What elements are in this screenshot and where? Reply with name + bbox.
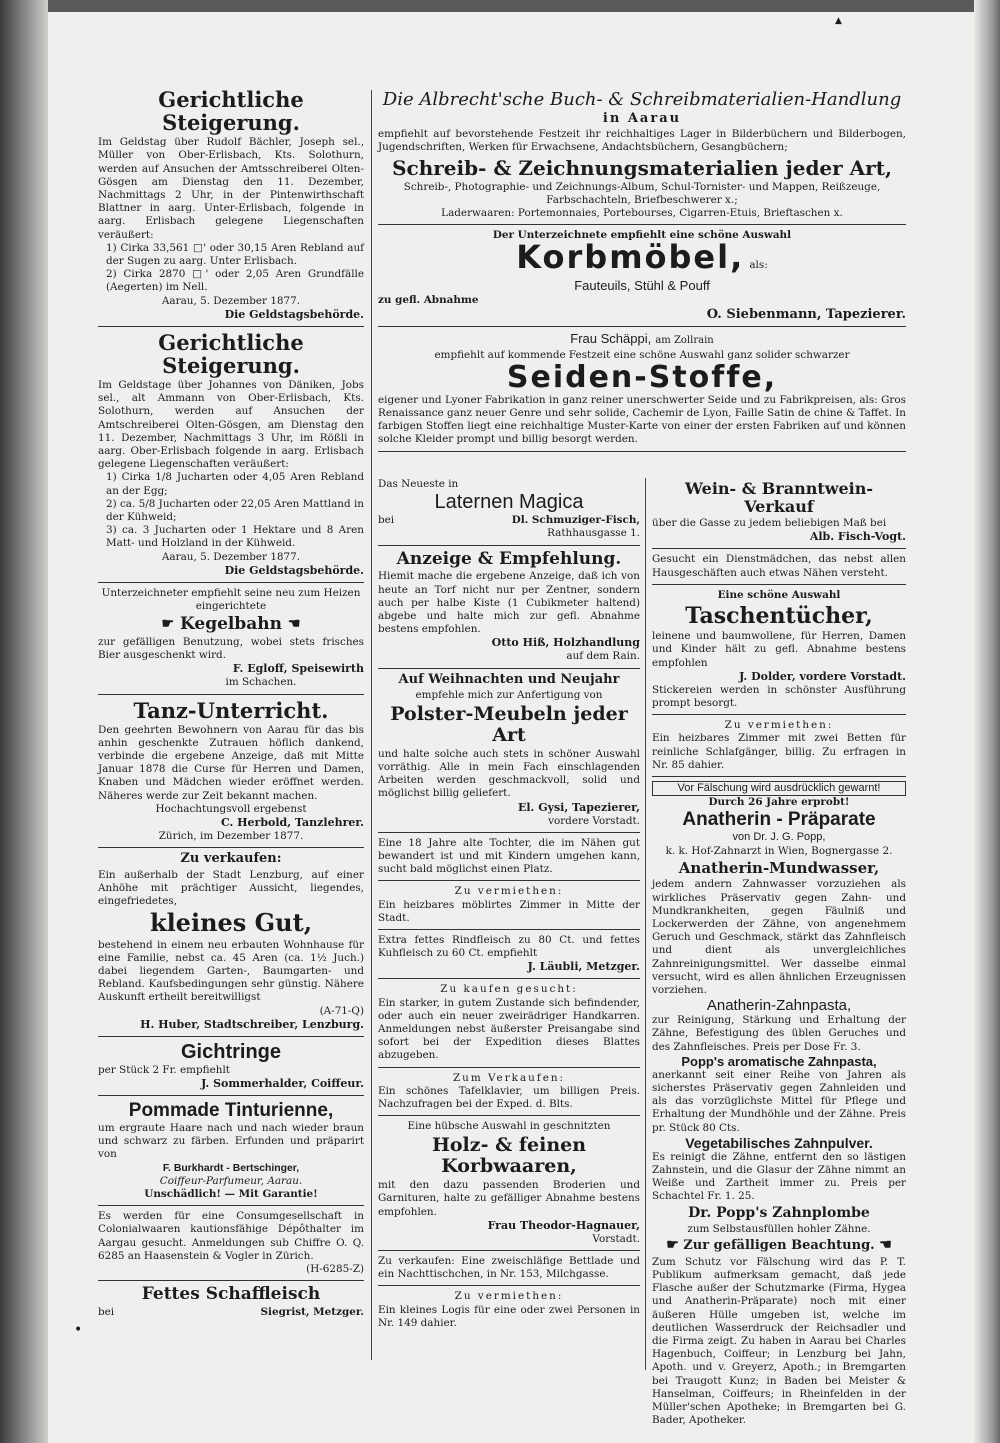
ad-polster (378, 673, 640, 828)
ad-body: Schreib-, Photographie- und Zeichnungs-Album, Schul-Tornister- und Mappen, Reißzeuge, Farbschachteln, Briefbeschwerer x.; (403, 180, 881, 206)
ad-tochter (378, 837, 640, 877)
ad-role: Coiffeur-Parfumeur, Aarau. (159, 1174, 303, 1187)
ad-anatherin (652, 781, 906, 1427)
ad-gichtringe (98, 1041, 364, 1091)
ad-code: (H-6285-Z) (306, 1263, 364, 1276)
ad-place: in Aarau (602, 110, 682, 126)
ad-title: kleines Gut, (149, 908, 313, 938)
ad-subtitle: Schreib- & Zeichnungsmaterialien jeder Art, (392, 155, 892, 180)
ad-intro: Eine hübsche Auswahl in geschnitzten (407, 1120, 611, 1133)
ad-signature: Die Geldstagsbehörde. (224, 563, 364, 577)
ad-pommade (98, 1100, 364, 1201)
ad-signature: F. Egloff, Speisewirth (232, 662, 364, 676)
ad-body: Laderwaaren: Portemonnaies, Portebourses, Cigarren-Etuis, Brieftaschen x. (441, 206, 843, 219)
ad-title: Tanz-Unterricht. (133, 697, 329, 723)
ad-name: Frau Schäppi, (570, 330, 652, 346)
ad-body: Ein schönes Tafelklavier, um billigen Preis. Nachzufragen bei der Exped. d. Blts. (378, 1084, 640, 1111)
column-rule-right (645, 478, 646, 1370)
divider (98, 1280, 364, 1281)
divider (378, 832, 640, 833)
ad-body: eigener und Lyoner Fabrikation in ganz reiner unerschwerter Seide und zu Fabrikpreisen, als: Gros Renaissance ganz neuer Genre und sehr solide, Cachemir de Lyon, Faille Satin de chine & Taffet. In farbigen Stoffen liegt eine reichhaltige Muster-Karte von einer der ersten Fabriken auf und können solche Kleider prompt und billig besorgt werden. (378, 393, 906, 446)
ad-proof: Durch 26 Jahre erprobt! (708, 796, 850, 809)
column-left (98, 80, 364, 1319)
ad-pre: zu gefl. Abnahme (378, 294, 479, 307)
divider (378, 224, 906, 225)
ad-body: Im Geldstage über Johannes von Däniken, Jobs sel., alt Ammann von Ober-Erlisbach, Kts. Solothurn, werden auf Ansuchen der Amtschreiberei Olten-Gösgen, am Dienstag den 11. Dezember, Nachmittags 3 Uhr, im Rößli in aarg. Ober-Erlisbach folgende in aarg. Erlisbach gelegene Liegenschaften veräußert: (98, 379, 364, 471)
ad-title: Fettes Schaffleisch (141, 1284, 321, 1305)
ad-body: Ein kleines Logis für eine oder zwei Personen in Nr. 149 dahier. (378, 1303, 640, 1329)
scan-top-edge (0, 0, 1000, 12)
ad-product-title (652, 1238, 906, 1254)
ad-torf (378, 550, 640, 664)
ad-heading: Zum Verkaufen: (452, 1071, 566, 1084)
ad-signature: J. Läubli, Metzger. (527, 960, 640, 974)
ad-taschentuecher (652, 589, 906, 710)
ad-address: auf dem Rain. (566, 650, 640, 663)
ad-title: Korbmöbel, (516, 238, 745, 277)
ad-heading: Zu verkaufen: (180, 851, 282, 867)
ad-by: von Dr. J. G. Popp, (732, 831, 826, 844)
ad-address: Vorstadt. (592, 1232, 640, 1245)
ad-address: Rathhausgasse 1. (547, 527, 640, 540)
ad-place: am Zollrain (655, 334, 714, 346)
ad-address: im Schachen. (225, 676, 297, 689)
ad-body: mit den dazu passenden Broderien und Garnituren, halte zu gefälliger Abnahme bestens empfohlen. (378, 1179, 640, 1218)
divider (378, 545, 640, 546)
ad-title: Anatherin - Präparate (682, 809, 876, 831)
ad-heading: Zu kaufen gesucht: (440, 983, 578, 996)
ad-signature-row (378, 514, 640, 527)
ad-body: bestehend in einem neu erbauten Wohnhause für eine Familie, nebst ca. 45 Aren (ca. 1½ Juch.) dabei liegendem Garten-, Baumgarten- und Rebland. Kaufsbedingungen sehr günstig. Nähere Auskunft ertheilt bereitwilligst (98, 938, 364, 1004)
divider (378, 880, 640, 881)
divider (98, 1095, 364, 1096)
ad-item: 2) Cirka 2870 □' oder 2,05 Aren Grundfälle (Aegerten) im Nell. (106, 268, 364, 294)
ad-intro: empfiehlt auf kommende Festzeit eine schöne Auswahl ganz solider schwarzer (434, 348, 850, 361)
ad-steigerung-1 (98, 88, 364, 322)
ad-klavier (378, 1072, 640, 1112)
ad-seidenstoffe (378, 331, 906, 447)
ad-signature: Alb. Fisch-Vogt. (809, 530, 906, 544)
ad-signature: J. Sommerhalder, Coiffeur. (201, 1077, 364, 1090)
ad-zimmer-betten (652, 719, 906, 772)
ad-signature: O. Siebenmann, Tapezierer. (706, 306, 906, 322)
divider (98, 326, 364, 327)
page-mark: ▲ (835, 16, 842, 26)
ad-body: Hiemit mache die ergebene Anzeige, daß ich von heute an Torf nicht nur per Zentner, sondern auch per halbe Kiste (1 Cubikmeter haltend) abgebe und halte mich zur gefl. Abnahme bestens empfohlen. (378, 570, 640, 636)
ad-body: um ergraute Haare nach und nach wieder braun und schwarz zu färben. Erfunden und präparirt von (98, 1122, 364, 1161)
ad-fleisch (378, 934, 640, 974)
divider (378, 326, 906, 327)
ad-heading: Zu vermiethen: (454, 1290, 564, 1303)
ad-title-row (98, 615, 364, 634)
ad-title: Wein- & Branntwein-Verkauf (684, 479, 874, 516)
scan-binding-gutter (0, 0, 48, 1443)
divider (98, 1036, 364, 1037)
ad-address: vordere Vorstadt. (548, 814, 640, 827)
column-rule-left (371, 90, 372, 1360)
ad-laternen (378, 478, 640, 541)
ad-kleines-gut (98, 852, 364, 1032)
divider (98, 582, 364, 583)
ad-wein (652, 480, 906, 544)
divider (652, 714, 906, 715)
ad-kegelbahn (98, 587, 364, 690)
pointing-hand-right-icon: ☛ (161, 616, 175, 633)
ad-title: Taschentücher, (685, 603, 873, 629)
column-middle-wide (378, 80, 906, 456)
ad-korbmoebel (378, 229, 906, 321)
ad-body: Eine 18 Jahre alte Tochter, die im Nähen gut bewandert ist und mit Kindern umgehen kann, sucht bald möglichst einen Platz. (378, 836, 640, 876)
ad-signature-row (98, 1306, 364, 1319)
ad-body: zur gefälligen Benutzung, wobei stets frisches Bier ausgeschenkt wird. (98, 635, 364, 662)
ad-title: Gerichtliche Steigerung. (158, 87, 304, 136)
ad-date: Aarau, 5. Dezember 1877. (161, 294, 301, 307)
pointing-hand-right-icon: ☛ (666, 1237, 679, 1254)
divider (98, 1205, 364, 1206)
ad-item: 2) ca. 5/8 Jucharten oder 22,05 Aren Mattland in der Kühweid; (106, 497, 364, 524)
ad-body: Es werden für eine Consumgesellschaft in Colonialwaaren kautionsfähige Dépôthalter im Aargau gesucht. Anmeldungen sub Chiffre O. Q. 6285 an Haasenstein & Vogler in Zürich. (98, 1210, 364, 1262)
ad-signature: C. Herbold, Tanzlehrer. (220, 816, 364, 830)
ad-body: empfiehlt auf bevorstehende Festzeit ihr reichhaltiges Lager in Bilderbüchern und Bilderbogen, Jugendschriften, Werken für Erwachsene, Andachtsbüchern, Gesangbüchern; (378, 128, 906, 154)
column-right (652, 478, 906, 1427)
ad-heading: Zu vermiethen: (724, 719, 834, 732)
ad-product-body: anerkannt seit einer Reihe von Jahren als sicherstes Präservativ gegen Zahnleiden und als das vorzüglichste Mittel für Pflege und Erhaltung der Mundhöhle und der Zähne. Preis pr. Stück 80 Cts. (652, 1068, 906, 1134)
ad-item: 3) ca. 3 Jucharten oder 1 Hektare und 8 Aren Matt- und Holzland in der Kühweid. (106, 524, 364, 550)
ad-schaffleisch (98, 1285, 364, 1319)
ad-title-row (378, 238, 906, 278)
ad-tanzunterricht (98, 699, 364, 844)
ad-body: Im Geldstag über Rudolf Bächler, Joseph sel., Müller von Ober-Erlisbach, Kts. Solothurn, werden auf Ansuchen der Amtsschreiberei Olten-Gösgen am Dienstag den 11. Dezember, Nachmittags 2 Uhr, in der Pintenwirthschaft Blattner in aarg. Unter-Erlisbach, folgende in aarg. Erlisbach gelegene Liegenschaften veräußert: (98, 136, 364, 241)
ad-signature: Die Geldstagsbehörde. (224, 307, 364, 321)
ad-dienstmaedchen (652, 553, 906, 579)
ad-product-title: Vegetabilisches Zahnpulver. (685, 1134, 873, 1151)
divider (378, 1115, 640, 1116)
divider (378, 1285, 640, 1286)
ad-product-body: zur Reinigung, Stärkung und Erhaltung der Zähne, Befestigung des üblen Geruches und des Zahnfleisches. Preis per Dose Fr. 3. (652, 1014, 906, 1053)
ad-title: Anzeige & Empfehlung. (396, 548, 622, 569)
ad-title: Polster-Meubeln jeder Art (390, 703, 628, 746)
divider (378, 668, 640, 669)
ad-product-body: Es reinigt die Zähne, entfernt den so lästigen Zahnstein, und die Glasur der Zähne nimmt an Weiße und Zartheit immer zu. Preis per Schachtel Fr. 1. 25. (652, 1150, 906, 1203)
ad-date: Aarau, 5. Dezember 1877. (161, 550, 301, 563)
ad-signature: Otto Hiß, Holzhandlung (491, 636, 640, 650)
ad-product-body: Zum Schutz vor Fälschung wird das P. T. Publikum aufmerksam gemacht, daß jede Flasche außer der Schutzmarke (Firma, Hygea und Anatherin-Präparate) noch mit einer äußeren Hülle umgeben ist, welche im deutlichen Wasserdruck der Reichsadler und die Firma zeigt. Zu haben in Aarau bei Charles Hagenbuch, Coiffeur; in Lenzburg bei Jahn, Apoth. und v. Greyerz, Apoth.; in Bremgarten bei Traugott Kunz; in Baden bei Meister & Hanselman, Coiffeurs; in Rheinfelden in der Müller'schen Apotheke; in Bremgarten bei G. Bader, Apotheker. (652, 1255, 906, 1427)
margin-dot: • (74, 1322, 83, 1338)
ad-steigerung-2 (98, 331, 364, 578)
ad-date: Zürich, im Dezember 1877. (158, 830, 304, 843)
scan-right-edge (974, 0, 1000, 1443)
ad-signature: H. Huber, Stadtschreiber, Lenzburg. (140, 1017, 364, 1031)
ad-body: leinene und baumwollene, für Herren, Damen und Kinder hält zu gefl. Abnahme bestens empfohlen (652, 630, 906, 669)
ad-korbwaaren (378, 1120, 640, 1246)
ad-product-title: Popp's aromatische Zahnpasta, (681, 1053, 877, 1069)
ad-title: Kegelbahn (180, 614, 282, 635)
ad-pre: bei (98, 1305, 115, 1318)
ad-body: Zu verkaufen: Eine zweischläfige Bettlade und ein Nachttischchen, in Nr. 153, Milchgasse. (378, 1255, 640, 1281)
ad-intro: Eine schöne Auswahl (717, 588, 841, 601)
ad-product-title: Dr. Popp's Zahnplombe (688, 1204, 870, 1221)
pointing-hand-left-icon: ☚ (879, 1237, 892, 1254)
divider (378, 929, 640, 930)
ad-product-title: Anatherin-Zahnpasta, (706, 997, 852, 1015)
ad-body: über die Gasse zu jedem beliebigen Maß bei (652, 517, 887, 530)
ad-albrecht (378, 90, 906, 220)
ad-warning: Vor Fälschung wird ausdrücklich gewarnt! (652, 781, 906, 796)
ad-intro: Das Neueste in (378, 478, 459, 490)
ad-body: und halte solche auch stets in schöner Auswahl vorräthig. Alle in mein Fach einschlagenden Arbeiten werden geschmackvoll, solid und möglichst billig geliefert. (378, 747, 640, 800)
divider (652, 776, 906, 777)
ad-body: Den geehrten Bewohnern von Aarau für das bis anhin geschenkte Zutrauen höflich dankend, verbinde die ergebene Anzeige, daß mit Mitte Januar 1878 die Curse für Herren und Damen, Knaben und Mädchen wieder eröffnet werden. Näheres werde zur Zeit bekannt machen. (98, 723, 364, 802)
ad-pre: bei (378, 514, 395, 527)
ad-product-body: zum Selbstausfüllen hohler Zähne. (687, 1222, 871, 1235)
ad-product-body: jedem andern Zahnwasser vorzuziehen als wirkliches Präservativ gegen Zahn- und Mundkrankheiten, gegen Fäulniß und Lockerwerden der Zähne, von angenehmem Geruch und Geschmack, stärkt das Zahnfleisch und dient als unvergleichliches Zahnreinigungsmittel. Wer dasselbe einmal versucht, wird es allen ähnlichen Erzeugnissen vorziehen. (652, 878, 906, 996)
ad-intro: empfehle mich zur Anfertigung von (415, 688, 603, 701)
divider (98, 694, 364, 695)
divider (378, 451, 906, 452)
column-middle (378, 478, 640, 1330)
ad-body: Extra fettes Rindfleisch zu 80 Ct. und fettes Kuhfleisch zu 60 Ct. empfiehlt (378, 934, 640, 960)
pointing-hand-left-icon: ☚ (287, 616, 301, 633)
divider (378, 1250, 640, 1251)
ad-als: als: (749, 259, 768, 272)
ad-signature: Frau Theodor-Hagnauer, (487, 1218, 640, 1232)
ad-item: 1) Cirka 33,561 □' oder 30,15 Aren Rebland auf der Sugen zu aarg. Unter Erlisbach. (106, 241, 364, 268)
divider (652, 548, 906, 549)
ad-notice-title: Zur gefälligen Beachtung. (683, 1238, 875, 1254)
ad-title: Pommade Tinturienne, (128, 1100, 334, 1121)
ad-intro: Unterzeichneter empfiehlt seine neu zum Heizen eingerichtete (101, 586, 361, 613)
ad-heading: Auf Weihnachten und Neujahr (398, 671, 620, 687)
ad-inventor: F. Burkhardt - Bertschinger, (162, 1162, 300, 1174)
divider (652, 584, 906, 585)
ad-zimmer (378, 885, 640, 925)
ad-title: Gerichtliche Steigerung. (158, 329, 304, 378)
ad-bettlade (378, 1255, 640, 1281)
ad-title: Laternen Magica (434, 491, 584, 514)
ad-title: Seiden-Stoffe, (506, 359, 778, 395)
ad-body: Gesucht ein Dienstmädchen, das nebst allen Hausgeschäften auch etwas Nähen versteht. (652, 553, 906, 579)
ad-name-row (378, 331, 906, 349)
ad-body: Ein starker, in gutem Zustande sich befindender, oder auch ein neuer zweirädriger Handkarren. Anmeldungen nebst äußerster Preisangabe sind sofort bei der Expedition dieses Blattes abzugeben. (378, 996, 640, 1062)
ad-items: Fauteuils, Stühl & Pouff (574, 278, 710, 294)
ad-heading: Zu vermiethen: (454, 885, 564, 898)
ad-greeting: Hochachtungsvoll ergebenst (155, 802, 307, 815)
divider (378, 1067, 640, 1068)
ad-title: Holz- & feinen Korbwaaren, (431, 1134, 587, 1178)
ad-body: Ein heizbares Zimmer mit zwei Betten für reinliche Schlafgänger, billig. Zu erfragen in Nr. 85 dahier. (652, 732, 906, 771)
divider (378, 978, 640, 979)
ad-intro: Der Unterzeichnete empfiehlt eine schöne Auswahl (492, 229, 792, 242)
ad-role: k. k. Hof-Zahnarzt in Wien, Bognergasse 2. (665, 844, 893, 857)
ad-signature: Siegrist, Metzger. (260, 1305, 364, 1318)
ad-body: Ein außerhalb der Stadt Lenzburg, auf einer Anhöhe mit prächtiger Aussicht, liegendes, eingefriedetes, (98, 868, 364, 907)
ad-title: Gichtringe (180, 1040, 281, 1063)
ad-product-title: Anatherin-Mundwasser, (678, 858, 880, 877)
ad-title: Die Albrecht'sche Buch- & Schreibmaterialien-Handlung (382, 89, 902, 110)
ad-consum (98, 1210, 364, 1276)
ad-handkarren (378, 983, 640, 1062)
ad-extra: Stickereien werden in schönster Ausführung prompt besorgt. (652, 683, 906, 709)
ad-signature: El. Gysi, Tapezierer, (517, 800, 640, 814)
ad-code: (A-71-Q) (319, 1004, 364, 1017)
ad-signature: Dl. Schmuziger-Fisch, (511, 514, 640, 527)
ad-body: Ein heizbares möblirtes Zimmer in Mitte der Stadt. (378, 898, 640, 924)
ad-signature: J. Dolder, vordere Vorstadt. (739, 669, 906, 683)
ad-body: per Stück 2 Fr. empfiehlt (98, 1063, 230, 1076)
ad-logis (378, 1290, 640, 1330)
ad-item: 1) Cirka 1/8 Jucharten oder 4,05 Aren Rebland an der Egg; (106, 471, 364, 497)
ad-note: Unschädlich! — Mit Garantie! (144, 1188, 318, 1201)
divider (98, 847, 364, 848)
